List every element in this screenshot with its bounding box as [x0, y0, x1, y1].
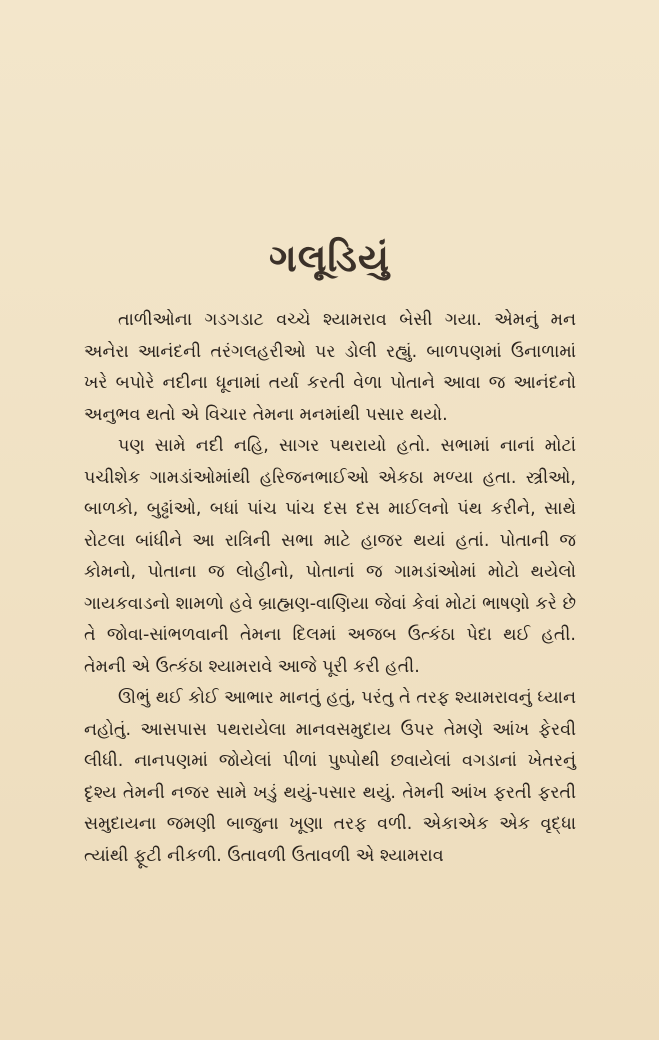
body-text — [84, 305, 576, 872]
paragraph-1: તાળીઓના ગડગડાટ વચ્ચે શ્યામરાવ બેસી ગયા. એમનું મન અનેરા આનંદની તરંગલહરીઓ પર ડોલી રહ્યું. બાળપણમાં ઉનાળામાં ખરે બપોરે નદીના ધૂનામાં તર્યા કરતી વેળા પોતાને આવા જ આનંદનો અનુભવ થતો એ વિચાર તેમના મનમાંથી પસાર થયો. — [84, 310, 576, 425]
paragraph-2: પણ સામે નદી નહિ, સાગર પથરાયો હતો. સભામાં નાનાં મોટાં પચીશેક ગામડાંઓમાંથી હરિજનભાઈઓ એકઠા મળ્યા હતા. સ્ત્રીઓ, બાળકો, બુઢ્ઢાંઓ, બધાં પાંચ પાંચ દસ દસ માઈલનો પંથ કરીને, સાથે રોટલા બાંધીને આ રાત્રિની સભા માટે હાજર થયાં હતાં. પોતાની જ કોમનો, પોતાના જ લોહીનો, પોતાનાં જ ગામડાંઓમાં મોટો થયેલો ગાયકવાડનો શામળો હવે બ્રાહ્મણ-વાણિયા જેવાં કેવાં મોટાં ભાષણો કરે છે તે જોવા-સાંભળવાની તેમના દિલમાં અજબ ઉત્કંઠા પેદા થઈ હતી. તેમની એ ઉત્કંઠા શ્યામરાવે આજે પૂરી કરી હતી. — [84, 436, 576, 677]
paragraph-3: ઊભું થઈ કોઈ આભાર માનતું હતું, પરંતુ તે તરફ શ્યામરાવનું ધ્યાન નહોતું. આસપાસ પથરાયેલા માનવસમુદાય ઉપર તેમણે આંખ ફેરવી લીધી. નાનપણમાં જોયેલાં પીળાં પુષ્પોથી છવાયેલાં વગડાનાં ખેતરનું દૃશ્ય તેમની નજર સામે ખડું થયું-પસાર થયું. તેમની આંખ ફરતી ફરતી સમુદાયના જમણી બાજુના ખૂણા તરફ વળી. એકાએક એક વૃદ્ધા ત્યાંથી ફૂટી નીકળી. ઉતાવળી ઉતાવળી એ શ્યામરાવ — [84, 688, 576, 866]
chapter-title: ગલૂડિયું — [268, 236, 391, 280]
